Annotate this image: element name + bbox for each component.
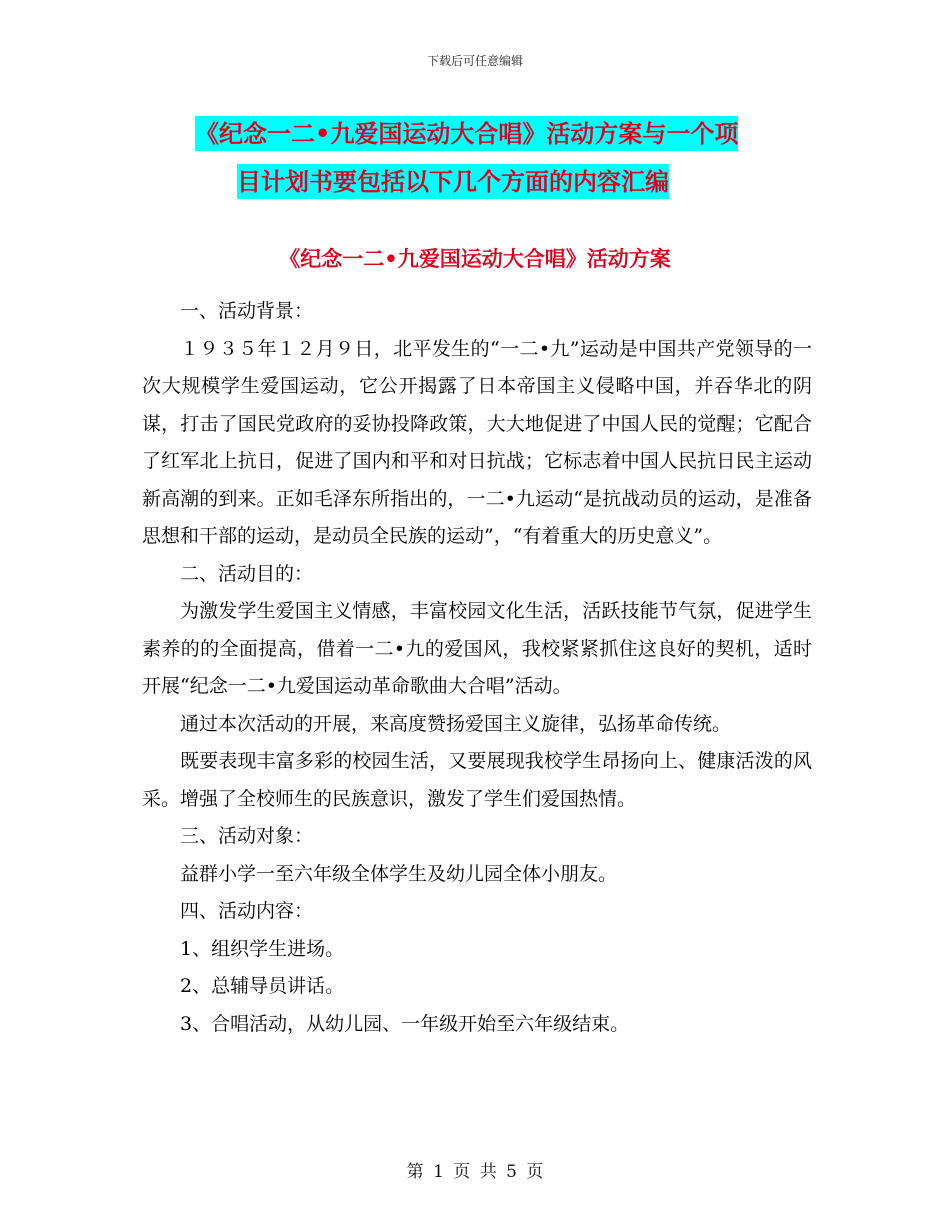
paragraph-purpose-3: 既要表现丰富多彩的校园生活，又要展现我校学生昂扬向上、健康活泼的风采。增强了全校师生的民族意识，激发了学生们爱国热情。 <box>142 750 812 810</box>
title-line-1: 《纪念一二•九爱国运动大合唱》活动方案与一个项 <box>195 116 738 151</box>
heading-purpose: 二、活动目的： <box>180 562 314 585</box>
section-title: 《纪念一二•九爱国运动大合唱》活动方案 <box>279 246 671 271</box>
document-title <box>150 110 850 206</box>
heading-background: 一、活动背景： <box>180 300 314 322</box>
list-item: 1、组织学生进场。 <box>180 937 345 960</box>
paragraph-purpose-1: 为激发学生爱国主义情感，丰富校园文化生活，活跃技能节气氛，促进学生素养的的全面提高，借着一二•九的爱国风，我校紧紧抓住这良好的契机，适时开展“纪念一二•九爱国运动革命歌曲大合唱”活动。 <box>142 600 812 697</box>
list-item: 2、总辅导员讲话。 <box>180 975 345 997</box>
paragraph-audience: 益群小学一至六年级全体学生及幼儿园全体小朋友。 <box>180 862 618 885</box>
paragraph-background: １９３５年１２月９日，北平发生的“一二•九”运动是中国共产党领导的一次大规模学生爱国运动，它公开揭露了日本帝国主义侵略中国，并吞华北的阴谋，打击了国民党政府的妥协投降政策，大大地促进了中国人民的觉醒；它配合了红军北上抗日，促进了国内和平和对日抗战；它标志着中国人民抗日民主运动新高潮的到来。正如毛泽东所指出的，一二•九运动“是抗战动员的运动，是准备思想和干部的运动，是动员全民族的运动”，“有着重大的历史意义”。 <box>142 337 812 547</box>
heading-content: 四、活动内容： <box>180 900 314 922</box>
document-body <box>142 293 812 1043</box>
page-number: 第 1 页 共 5 页 <box>406 1162 544 1182</box>
heading-audience: 三、活动对象： <box>180 825 314 847</box>
header-note: 下载后可任意编辑 <box>426 54 523 68</box>
list-item: 3、合唱活动，从幼儿园、一年级开始至六年级结束。 <box>180 1012 630 1035</box>
title-line-2: 目计划书要包括以下几个方面的内容汇编 <box>237 164 669 199</box>
paragraph-purpose-2: 通过本次活动的开展，来高度赞扬爱国主义旋律，弘扬革命传统。 <box>180 712 732 735</box>
